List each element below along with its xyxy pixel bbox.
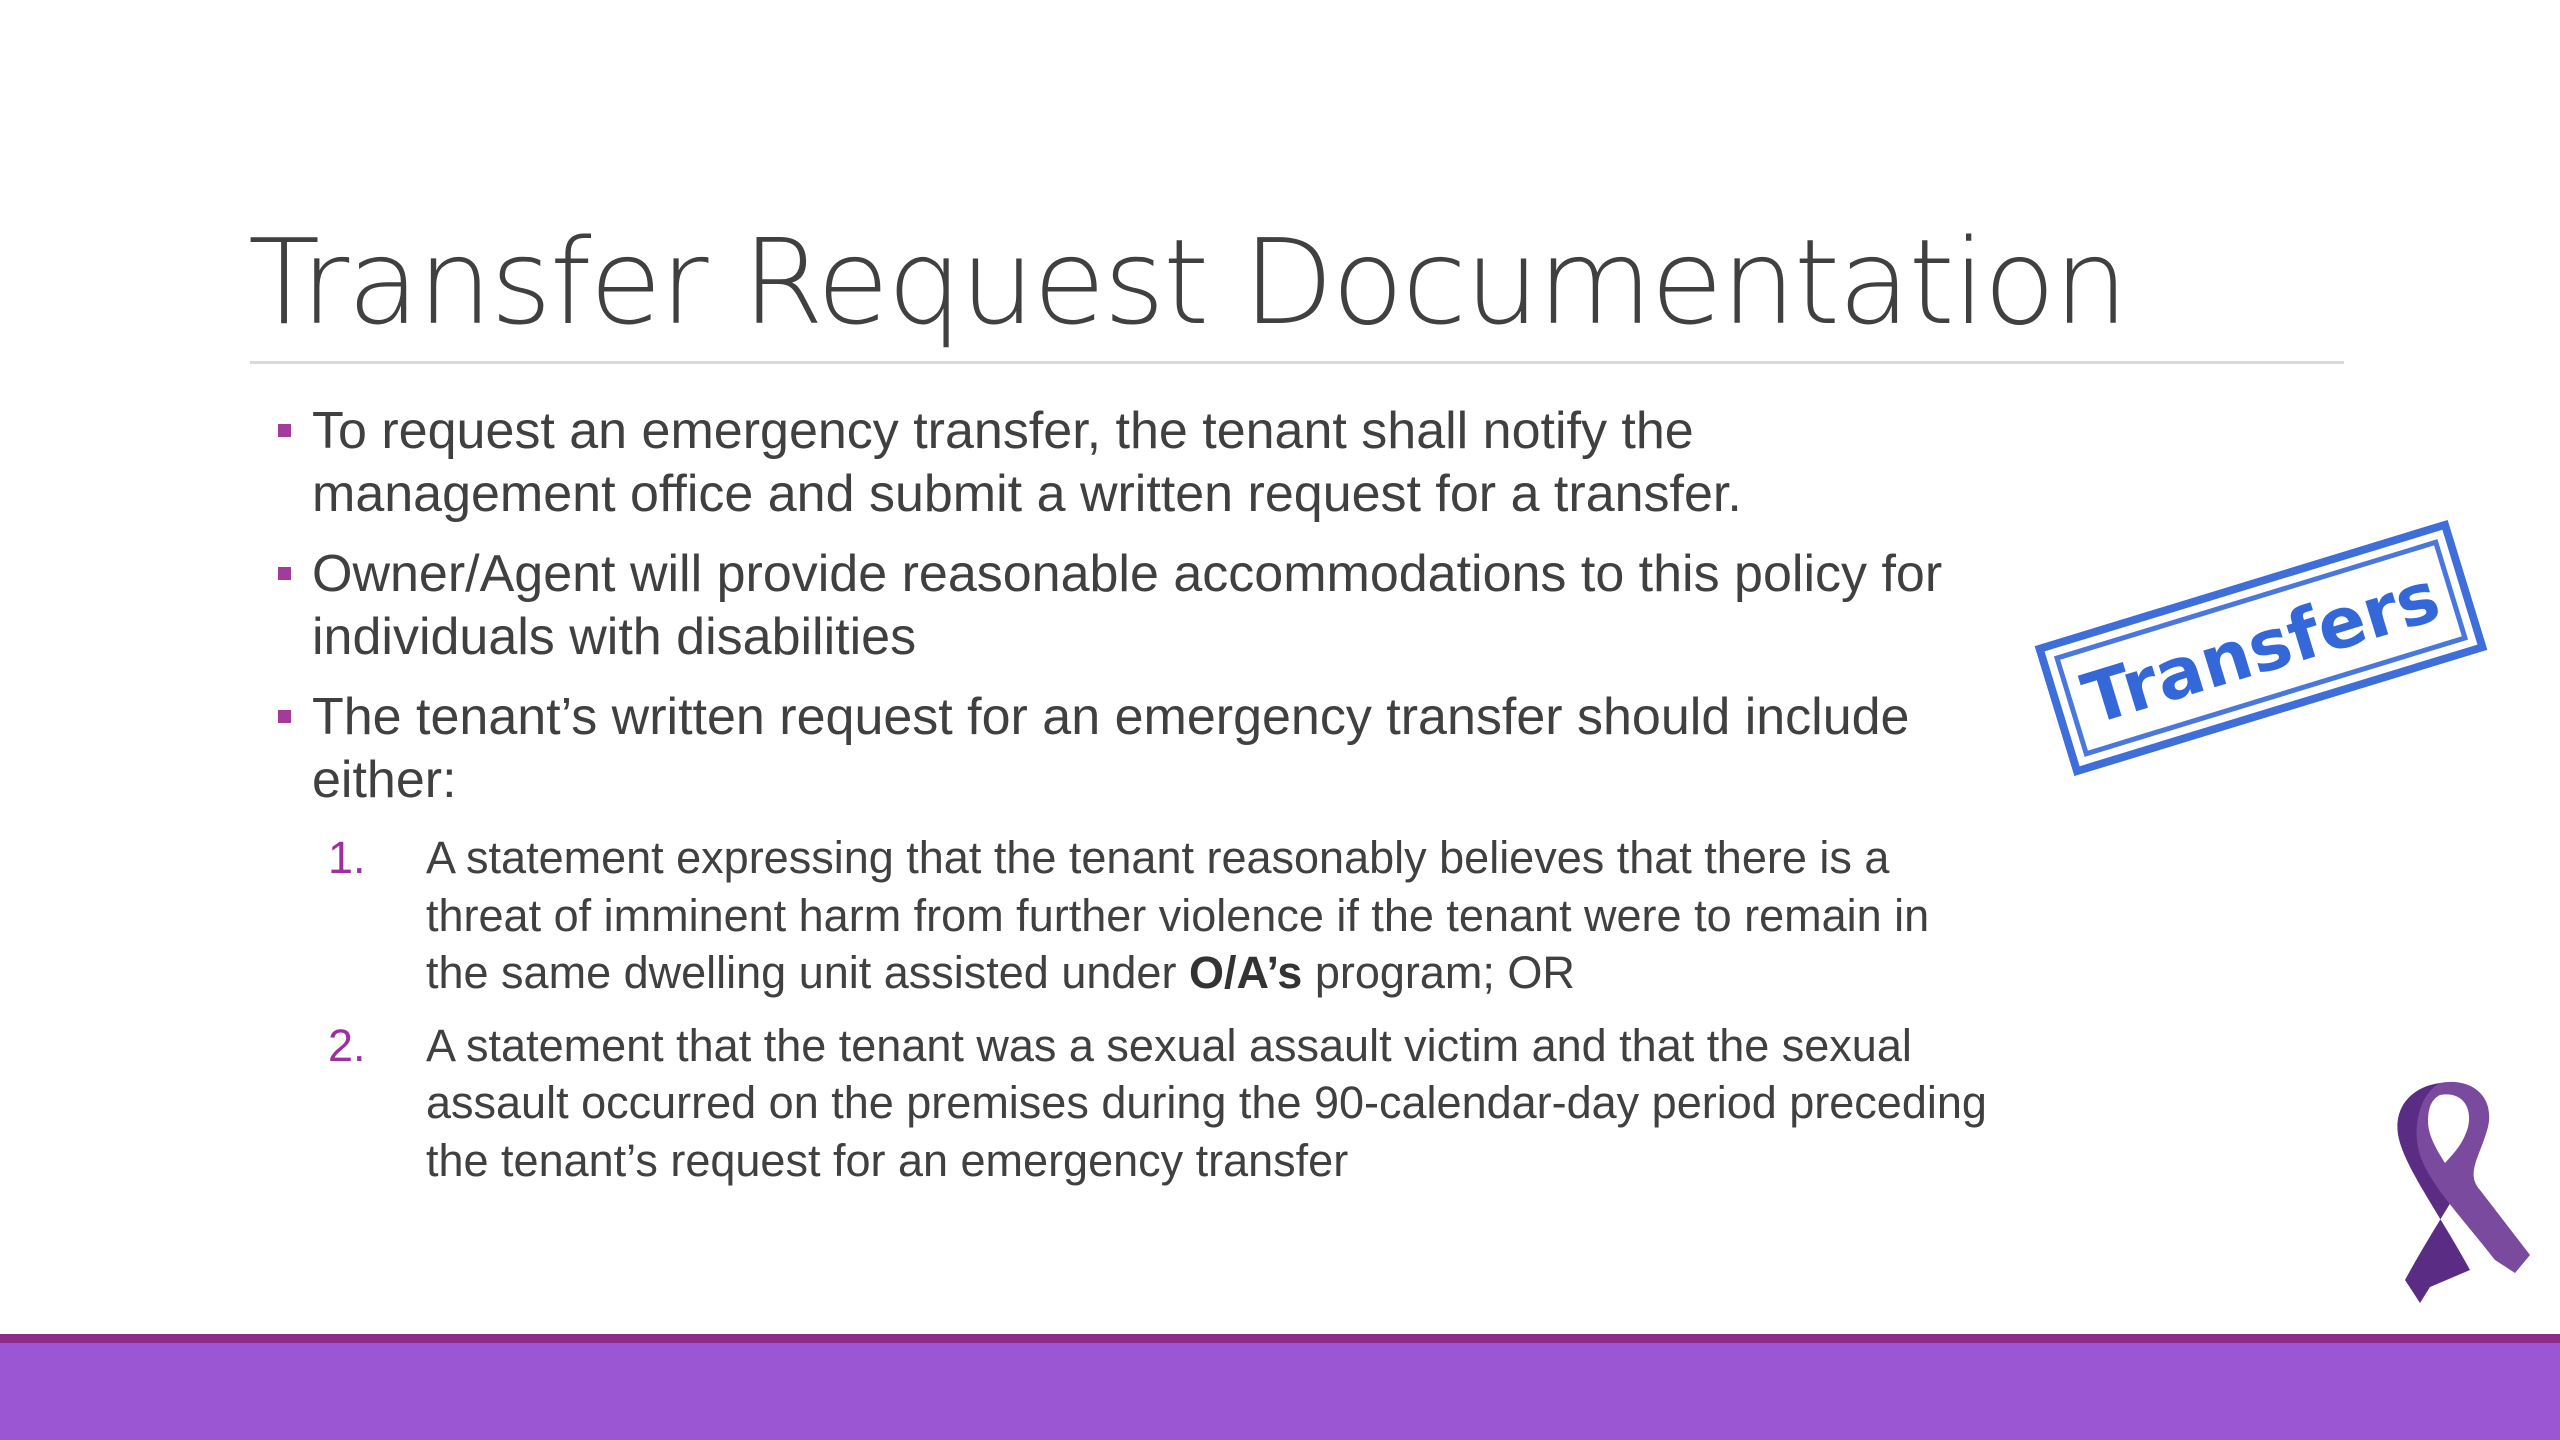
bullet-square-icon	[278, 424, 291, 437]
item-number: 2.	[328, 1019, 366, 1071]
item-text	[426, 832, 1929, 998]
item-number: 1.	[328, 832, 366, 883]
slide-title: Transfer Request Documentation	[248, 213, 2127, 351]
bullet-text: The tenant’s written request for an emergency transfer should include either:	[312, 688, 1910, 809]
bullet-square-icon	[278, 710, 291, 723]
title-divider	[250, 361, 2344, 364]
item-text: A statement that the tenant was a sexual assault victim and that the sexual assault occurred on the premises during the 90-calendar-day period preceding the tenant’s request for an emergency transfer	[426, 1019, 1987, 1186]
awareness-ribbon-icon	[2370, 1065, 2540, 1305]
bullet-text: To request an emergency transfer, the tenant shall notify the management office and submit a written request for a transfer.	[312, 402, 1742, 523]
footer-band	[0, 1334, 2560, 1440]
item-text-part: program; OR	[1302, 947, 1575, 998]
stamp-label: Transfers	[2073, 555, 2449, 741]
numbered-list	[270, 829, 2000, 1189]
item-bold-text: O/A’s	[1188, 947, 1303, 998]
bullet-square-icon	[278, 567, 291, 580]
transfers-stamp-image	[2035, 520, 2488, 776]
numbered-item	[270, 829, 2000, 1002]
numbered-item	[270, 1017, 2000, 1190]
slide-content	[270, 400, 2000, 1204]
bullet-item	[270, 543, 2000, 669]
bullet-item	[270, 686, 2000, 812]
item-text-part: A statement expressing that the tenant reasonably believes that there is a threat of imminent harm from further violence if the tenant were to remain in the same dwelling unit assisted under	[426, 832, 1930, 998]
bullet-item	[270, 400, 2000, 526]
bullet-text: Owner/Agent will provide reasonable accommodations to this policy for individuals with disabilities	[312, 545, 1943, 666]
